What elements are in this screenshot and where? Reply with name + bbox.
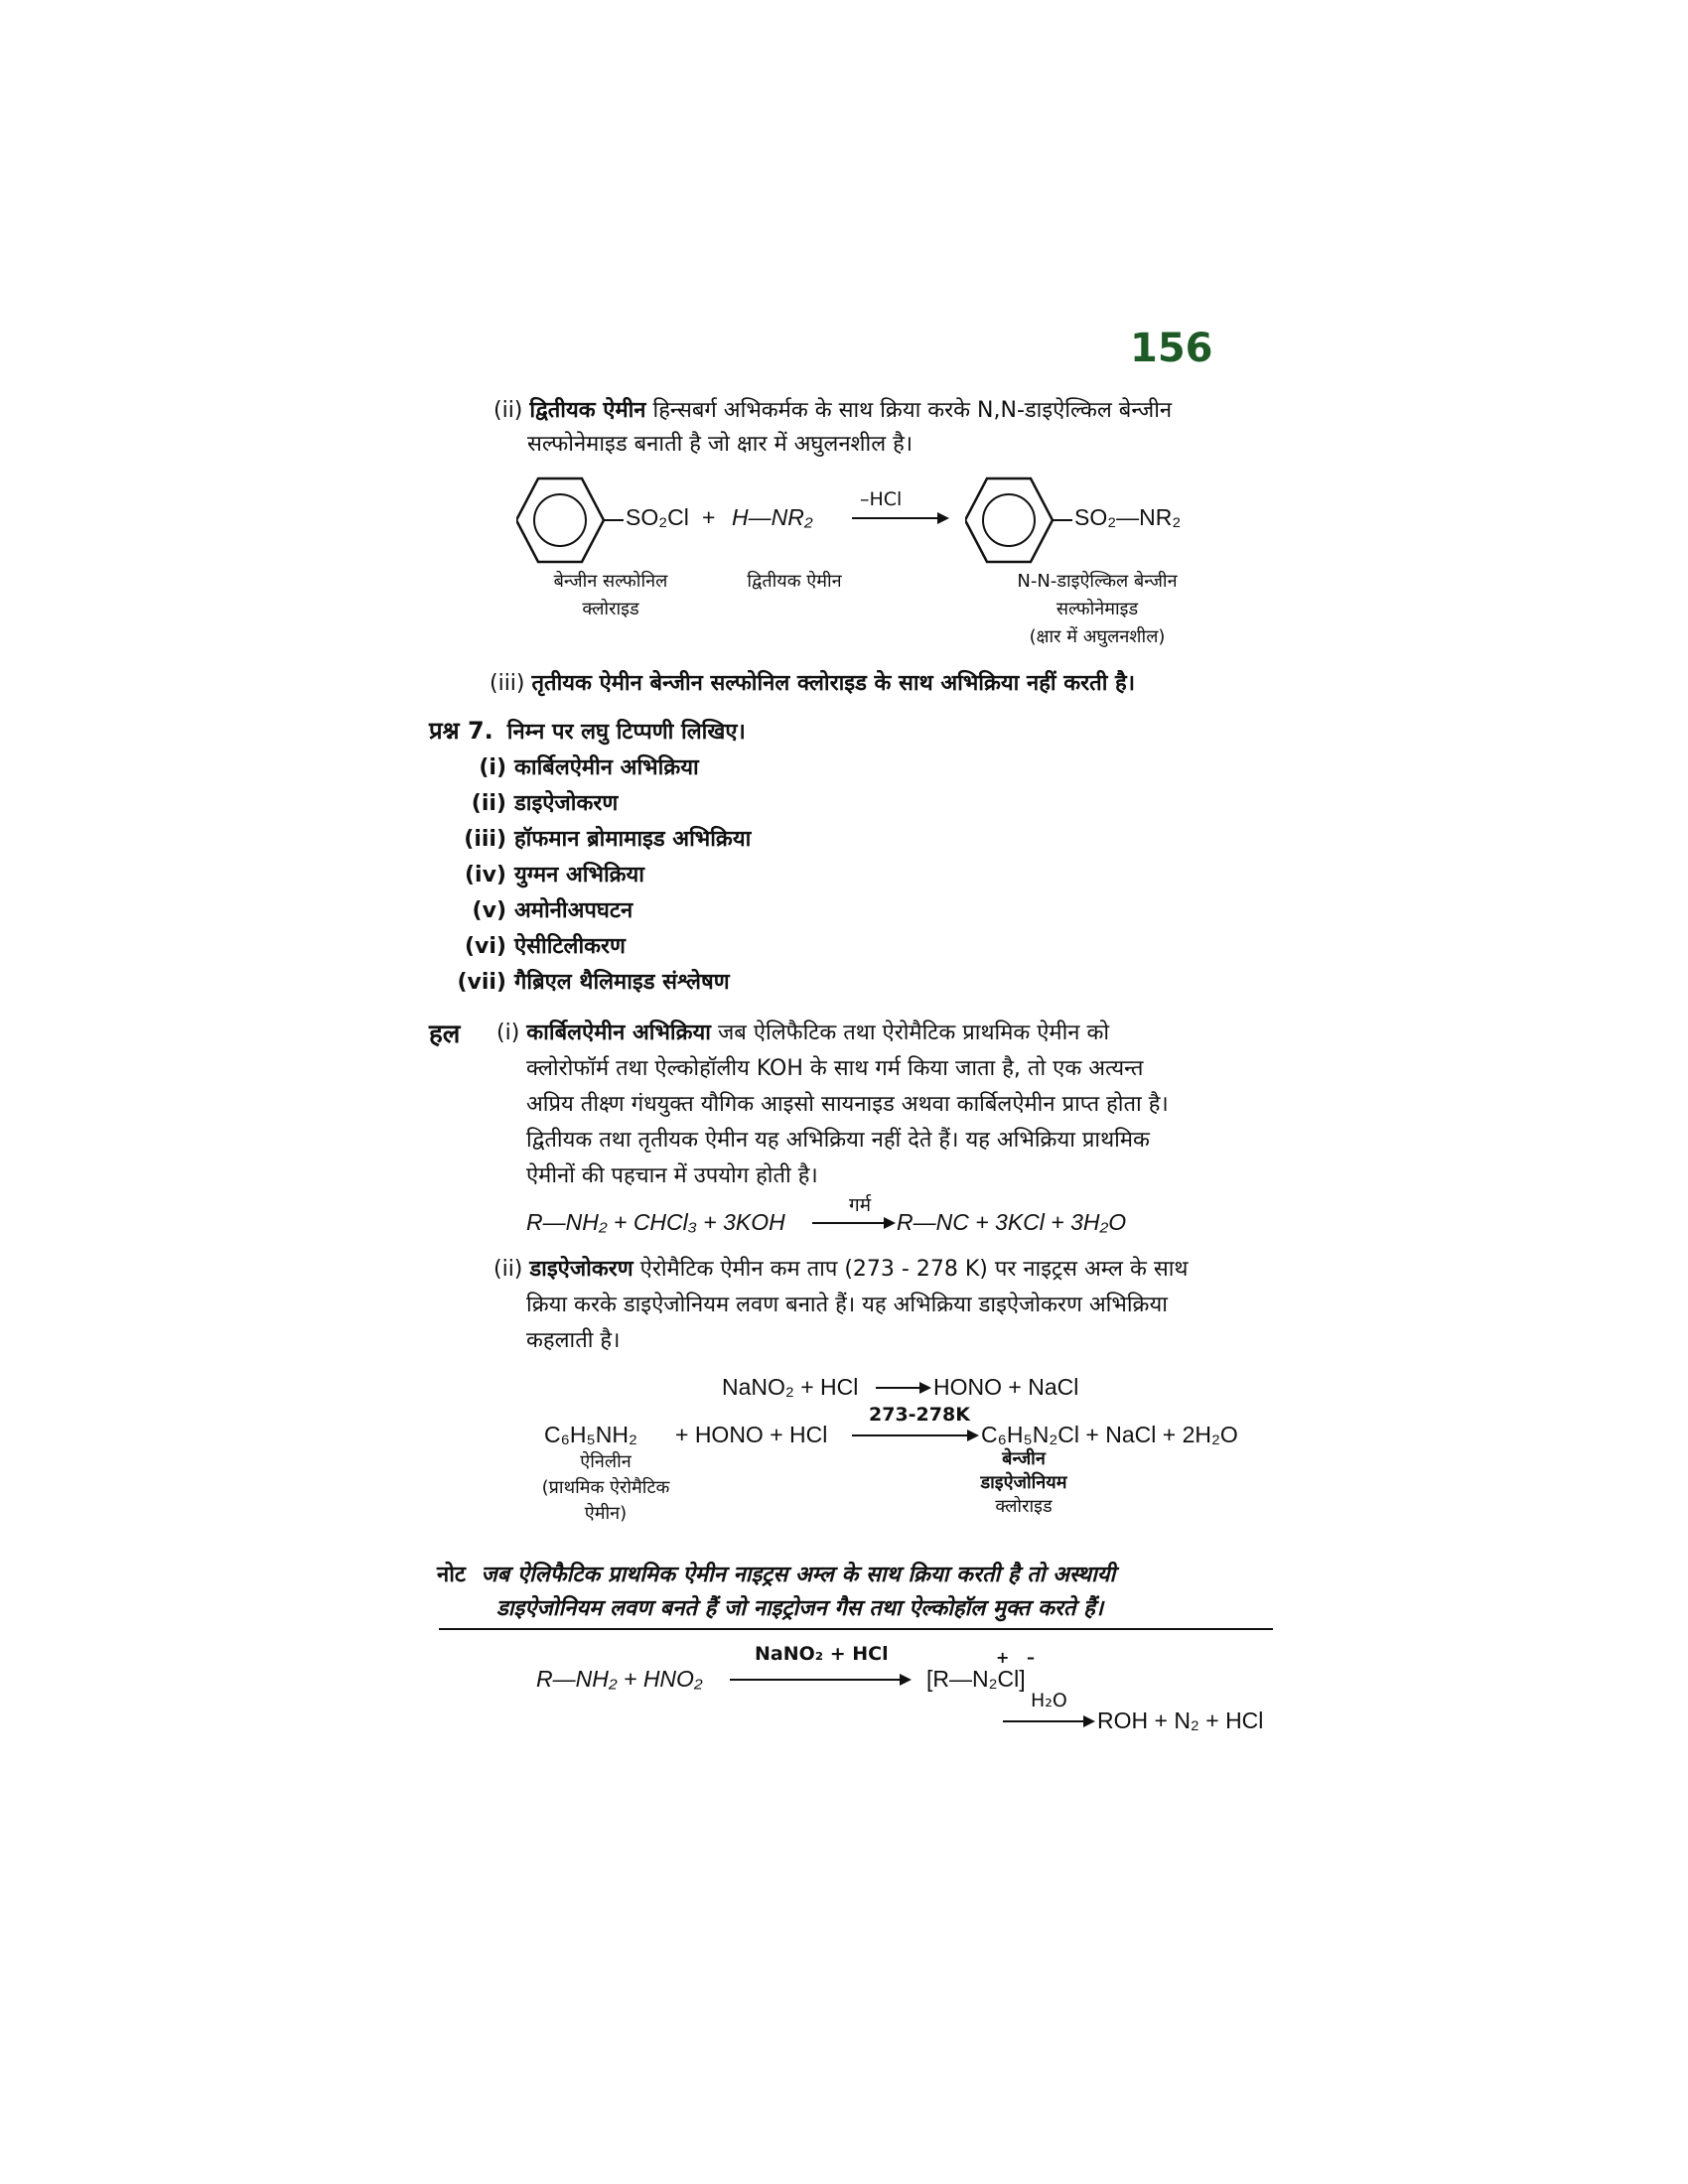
label-aniline: ऐनिलीन (प्राथमिक ऐरोमैटिक ऐमीन) [541,1451,670,1524]
list-item: (vii) गैब्रिएल थैलिमाइड संश्लेषण [457,970,730,995]
part-ii-paragraph [493,394,1288,428]
reaction1-condition: –HCl [860,488,903,510]
solution-ii-line2: क्रिया करके डाइऐजोनियम लवण बनाते हैं। यह अभिक्रिया डाइऐजोकरण अभिक्रिया [526,1293,1168,1317]
part-ii-marker: (ii) [493,398,523,423]
final-eq-condition2: H₂O [1031,1690,1067,1711]
solution-ii-paragraph: (ii) डाइऐजोकरण ऐरोमैटिक ऐमीन कम ताप (273 - 278 K) पर नाइट्रस अम्ल के साथ [493,1257,1189,1282]
reaction1-reactant2: H—NR₂ [732,504,813,530]
label-benzene-diazonium-chloride: बेन्जीन डाइऐजोनियम क्लोराइड [980,1448,1067,1517]
final-eq-left: R—NH₂ + HNO₂ [536,1666,703,1692]
solution-i-line2: क्लोरोफॉर्म तथा ऐल्कोहॉलीय KOH के साथ गर्म किया जाता है, तो एक अत्यन्त [526,1056,1144,1081]
list-item: (i) कार्बिलऐमीन अभिक्रिया [479,755,699,780]
solution-i-line3: अप्रिय तीक्ष्ण गंधयुक्त यौगिक आइसो सायनाइड अथवा कार्बिलऐमीन प्राप्त होता है। [526,1092,1169,1117]
diazo-eq1-right: HONO + NaCl [933,1374,1079,1400]
part-ii-line1: हिन्सबर्ग अभिकर्मक के साथ क्रिया करके N,N-डाइऐल्किल बेन्जीन [652,398,1173,423]
arrow-right-icon [1003,1711,1097,1731]
final-eq-middle: [R—N₂Cl] [926,1666,1026,1692]
diazo-eq1-left: NaNO₂ + HCl [722,1374,859,1400]
diazo-eq2-condition: 273-278K [869,1404,970,1426]
part-ii-term: द्वितीयक ऐमीन [529,398,646,423]
diazo-eq2-product: C₆H₅N₂Cl + NaCl + 2H₂O [981,1422,1238,1447]
carbylamine-eq-right: R—NC + 3KCl + 3H₂O [897,1209,1127,1235]
list-item: (iii) हॉफमान ब्रोमामाइड अभिक्रिया [464,827,752,852]
solution-i-paragraph: (i) कार्बिलऐमीन अभिक्रिया जब ऐलिफैटिक तथा ऐरोमैटिक प्राथमिक ऐमीन को [496,1021,1110,1045]
arrow-right-icon [852,508,951,528]
final-eq-charges: + – [996,1648,1041,1667]
note-block: नोट जब ऐलिफैटिक प्राथमिक ऐमीन नाइट्रस अम्ल के साथ क्रिया करती है तो अस्थायी डाइऐजोनियम लवण बनते हैं जो नाइट्रोजन गैस तथा ऐल्कोहॉल मुक्त करते हैं। [437,1563,1116,1621]
reaction1-plus: + [702,504,716,530]
label-sulfonamide: N-N-डाइऐल्किल बेन्जीन सल्फोनेमाइड (क्षार में अघुलनशील) [1017,571,1178,647]
reaction1-product: SO₂—NR₂ [1074,504,1182,530]
note-label: नोट [437,1563,466,1587]
final-eq-right: ROH + N₂ + HCl [1097,1707,1264,1733]
label-secondary-amine: द्वितीयक ऐमीन [747,571,842,592]
part-iii-paragraph: (iii) तृतीयक ऐमीन बेन्जीन सल्फोनिल क्लोराइड के साथ अभिक्रिया नहीं करती है। [490,671,1136,696]
page-number: 156 [1130,326,1213,371]
list-item: (vi) ऐसीटिलीकरण [465,934,626,959]
question-list [457,751,751,1001]
diazo-eq2-reactant: C₆H₅NH₂ [544,1422,637,1447]
diazo-eq2-middle: + HONO + HCl [675,1422,828,1447]
list-item: (ii) डाइऐजोकरण [471,791,619,816]
solution-ii-line3: कहलाती है। [526,1328,621,1353]
divider [439,1628,1273,1630]
solution-label: हल [429,1020,461,1049]
label-benzene-sulfonyl-chloride: बेन्जीन सल्फोनिल क्लोराइड [553,571,668,619]
arrow-right-icon [852,1426,981,1445]
list-item: (v) अमोनीअपघटन [472,898,633,923]
benzene-ring-icon [516,475,626,566]
carbylamine-eq-left: R—NH₂ + CHCl₃ + 3KOH [526,1209,785,1235]
final-eq-condition1: NaNO₂ + HCl [755,1643,889,1665]
arrow-right-icon [812,1213,897,1233]
solution-i-line4: द्वितीयक तथा तृतीयक ऐमीन यह अभिक्रिया नहीं देते हैं। यह अभिक्रिया प्राथमिक [526,1128,1150,1153]
reaction1-reactant1: SO₂Cl [626,504,689,530]
arrow-right-icon [876,1378,931,1398]
benzene-ring-icon [965,475,1074,566]
question-heading: प्रश्न 7. निम्न पर लघु टिप्पणी लिखिए। [429,717,746,745]
part-ii-line2: सल्फोनेमाइड बनाती है जो क्षार में अघुलनशील है। [527,432,914,457]
list-item: (iv) युग्मन अभिक्रिया [465,863,644,887]
carbylamine-eq-condition: गर्म [849,1194,872,1216]
solution-i-line5: ऐमीनों की पहचान में उपयोग होती है। [526,1163,818,1188]
arrow-right-icon [730,1670,914,1690]
